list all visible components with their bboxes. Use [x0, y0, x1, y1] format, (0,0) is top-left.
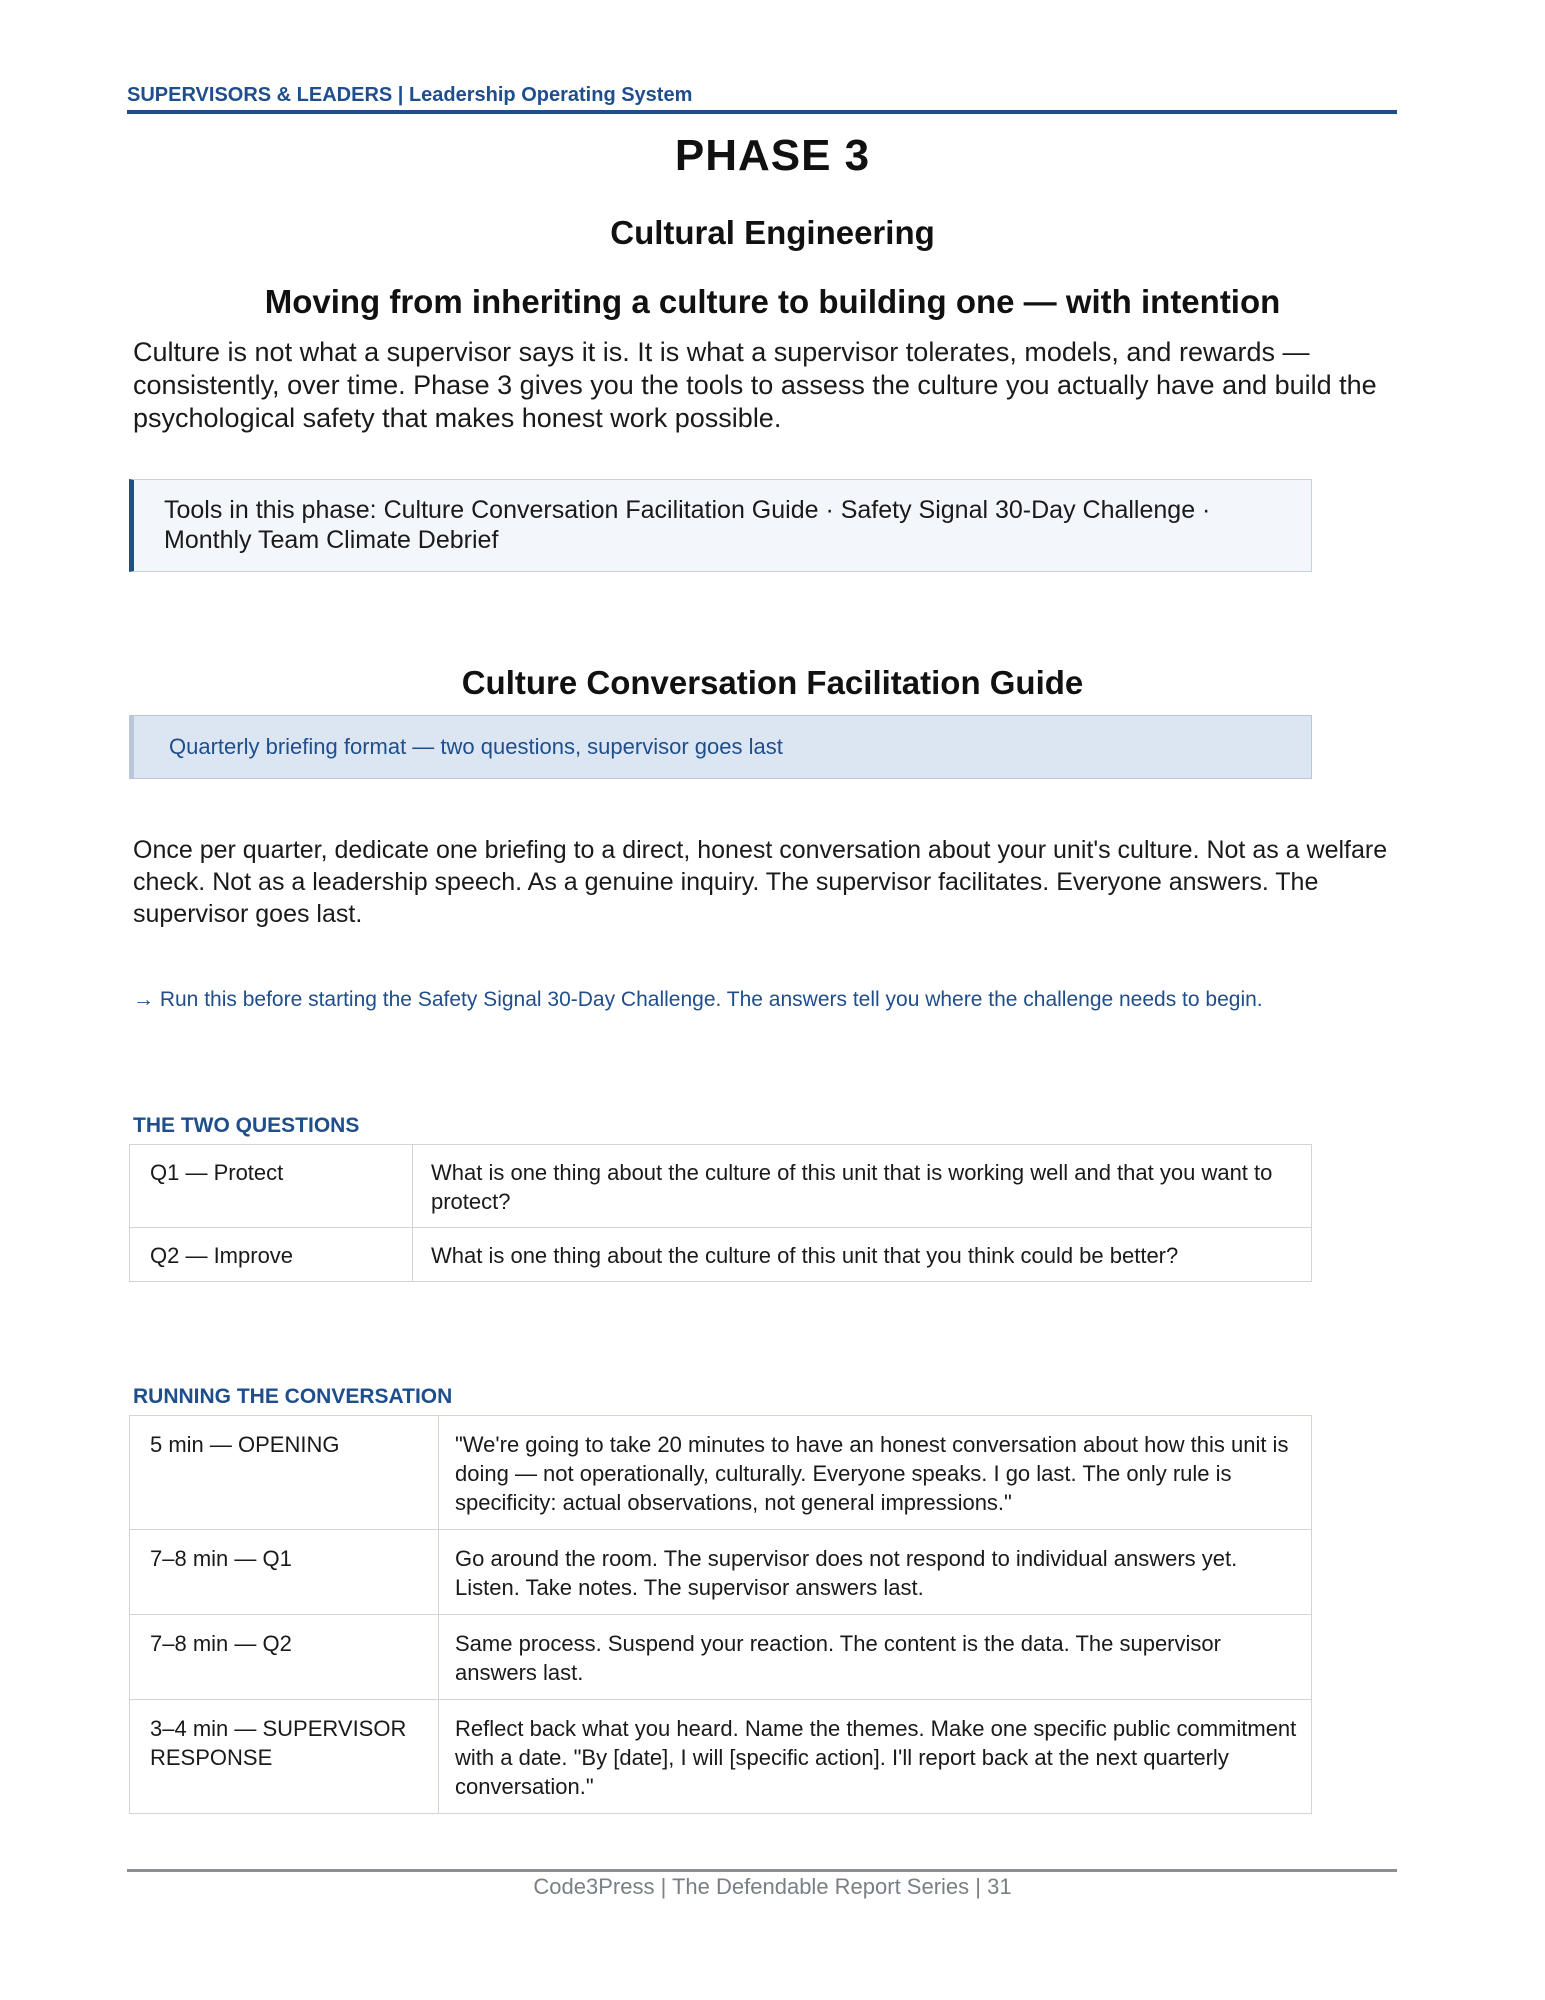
phase-tagline: Moving from inheriting a culture to building one — with intention [264, 283, 1281, 320]
page-footer: Code3Press | The Defendable Report Series | 31 [533, 1874, 1012, 1899]
questions-table [129, 1144, 1312, 1282]
row-value: What is one thing about the culture of this unit that is working well and that you want to protect? [413, 1145, 1312, 1228]
row-value: Reflect back what you heard. Name the themes. Make one specific public commitment with a date. "By [date], I will [specific action]. I'll report back at the next quarterly conversation." [439, 1700, 1312, 1814]
row-key: 7–8 min — Q2 [130, 1615, 439, 1700]
row-value: Go around the room. The supervisor does not respond to individual answers yet. Listen. Take notes. The supervisor answers last. [439, 1530, 1312, 1615]
arrow-note: → Run this before starting the Safety Signal 30-Day Challenge. The answers tell you where the challenge needs to begin. [133, 988, 1263, 1011]
format-callout: Quarterly briefing format — two questions, supervisor goes last [129, 715, 1312, 779]
running-table [129, 1415, 1312, 1814]
row-value: What is one thing about the culture of this unit that you think could be better? [413, 1228, 1312, 1282]
table-row [130, 1145, 1312, 1228]
tools-callout: Tools in this phase: Culture Conversation Facilitation Guide · Safety Signal 30-Day Challenge · Monthly Team Climate Debrief [129, 479, 1312, 572]
table-row [130, 1416, 1312, 1530]
section-title: Culture Conversation Facilitation Guide [461, 664, 1084, 701]
table-row [130, 1228, 1312, 1282]
running-header: SUPERVISORS & LEADERS | Leadership Operating System [127, 84, 693, 106]
row-key: 3–4 min — SUPERVISOR RESPONSE [130, 1700, 439, 1814]
table-row [130, 1700, 1312, 1814]
table-row [130, 1530, 1312, 1615]
questions-table-label: THE TWO QUESTIONS [133, 1114, 360, 1137]
table-row [130, 1615, 1312, 1700]
row-key: Q1 — Protect [130, 1145, 413, 1228]
row-key: Q2 — Improve [130, 1228, 413, 1282]
row-key: 5 min — OPENING [130, 1416, 439, 1530]
intro-paragraph: Culture is not what a supervisor says it is. It is what a supervisor tolerates, models, and rewards — consistently, over time. Phase 3 gives you the tools to assess the culture you actually have and build the psychological safety that makes honest work possible. [133, 337, 1377, 433]
header-rule [127, 110, 1397, 114]
phase-title: PHASE 3 [674, 131, 871, 180]
running-table-label: RUNNING THE CONVERSATION [133, 1385, 453, 1408]
row-key: 7–8 min — Q1 [130, 1530, 439, 1615]
footer-rule [127, 1869, 1397, 1872]
phase-subtitle: Cultural Engineering [610, 214, 935, 251]
row-value: "We're going to take 20 minutes to have an honest conversation about how this unit is doing — not operationally, culturally. Everyone speaks. I go last. The only rule is specificity: actual observations, not general impressions." [439, 1416, 1312, 1530]
body-paragraph: Once per quarter, dedicate one briefing to a direct, honest conversation about your unit's culture. Not as a welfare check. Not as a leadership speech. As a genuine inquiry. The supervisor facilitates. Everyone answers. The supervisor goes last. [133, 836, 1388, 928]
row-value: Same process. Suspend your reaction. The content is the data. The supervisor answers last. [439, 1615, 1312, 1700]
